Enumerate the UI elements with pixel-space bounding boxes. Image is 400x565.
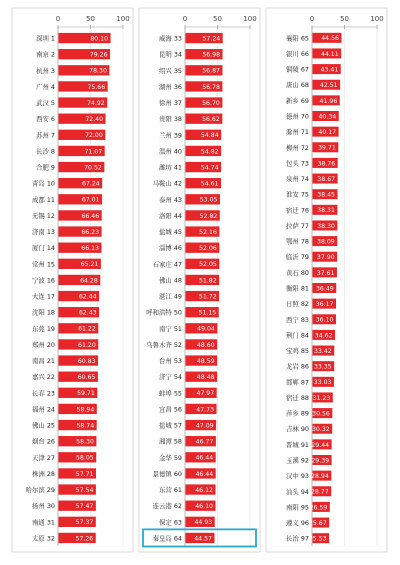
data-label: 44.56 bbox=[321, 35, 339, 43]
category-label: 盐城 45 bbox=[159, 228, 182, 237]
data-label: 57.54 bbox=[75, 486, 94, 494]
data-label: 72.40 bbox=[85, 116, 104, 124]
category-label: 新乡 69 bbox=[286, 96, 309, 105]
category-label: 宜昌 56 bbox=[159, 405, 182, 414]
data-label: 78.30 bbox=[89, 67, 107, 75]
data-label: 46.12 bbox=[195, 486, 213, 494]
category-label: 玉溪 92 bbox=[286, 456, 309, 465]
category-label: 拉萨 77 bbox=[286, 221, 309, 230]
data-label: 61.20 bbox=[78, 341, 96, 349]
data-label: 38.30 bbox=[317, 222, 335, 230]
data-label: 57.37 bbox=[75, 519, 94, 527]
category-label: 连云港 62 bbox=[152, 502, 182, 511]
category-label: 合肥 9 bbox=[36, 163, 55, 172]
data-label: 46.44 bbox=[195, 470, 214, 478]
category-label: 烟台 26 bbox=[32, 437, 55, 446]
data-label: 74.92 bbox=[86, 99, 105, 107]
data-label: 53.05 bbox=[199, 196, 218, 204]
category-label: 济南 13 bbox=[32, 228, 55, 237]
data-label: 58.74 bbox=[76, 422, 95, 430]
tick-label: 0 bbox=[182, 15, 188, 23]
category-label: 昆明 34 bbox=[159, 50, 182, 59]
category-label: 杭州 3 bbox=[36, 66, 55, 75]
category-label: 鄂州 78 bbox=[286, 237, 309, 246]
data-label: 28.94 bbox=[311, 473, 329, 481]
category-label: 邯郸 87 bbox=[286, 378, 309, 387]
category-label: 汉中 93 bbox=[286, 472, 309, 481]
data-label: 70.52 bbox=[84, 164, 102, 172]
data-label: 47.97 bbox=[196, 390, 215, 398]
category-label: 东莞 19 bbox=[32, 324, 55, 333]
data-label: 79.26 bbox=[89, 51, 108, 59]
data-label: 56.70 bbox=[202, 99, 220, 107]
category-label: 宝鸡 85 bbox=[286, 347, 309, 356]
data-label: 51.15 bbox=[198, 309, 217, 317]
category-label: 长春 23 bbox=[32, 389, 55, 398]
data-label: 56.98 bbox=[202, 51, 221, 59]
data-label: 58.05 bbox=[76, 454, 94, 462]
category-label: 衡阳 81 bbox=[286, 284, 309, 293]
category-label: 株洲 28 bbox=[32, 469, 55, 478]
data-label: 31.23 bbox=[312, 394, 331, 402]
category-label: 武汉 5 bbox=[36, 99, 55, 108]
category-label: 南通 31 bbox=[32, 518, 55, 527]
data-label: 67.24 bbox=[81, 180, 100, 188]
data-label: 46.77 bbox=[195, 438, 214, 446]
data-label: 65.21 bbox=[80, 261, 99, 269]
data-label: 62.44 bbox=[78, 293, 97, 301]
category-label: 绍兴 35 bbox=[159, 66, 182, 75]
category-label: 贵阳 38 bbox=[159, 115, 182, 124]
category-label: 汕头 94 bbox=[286, 487, 309, 496]
category-label: 黄石 80 bbox=[286, 268, 309, 277]
category-label: 盐城 57 bbox=[159, 421, 182, 430]
data-label: 47.09 bbox=[195, 422, 214, 430]
data-label: 49.04 bbox=[197, 325, 215, 333]
category-label: 柳州 72 bbox=[286, 143, 309, 152]
category-label: 无锡 12 bbox=[32, 211, 55, 220]
category-label: 沈阳 18 bbox=[32, 308, 55, 317]
category-label: 南宁 51 bbox=[159, 324, 182, 333]
chart-panel-3 bbox=[266, 8, 387, 552]
data-label: 54.61 bbox=[200, 180, 219, 188]
tick-label: 0 bbox=[55, 15, 61, 23]
category-label: 淄博 46 bbox=[159, 244, 182, 253]
category-label: 长沙 8 bbox=[36, 147, 55, 156]
tick-label: 100 bbox=[116, 15, 130, 23]
tick-label: 50 bbox=[86, 15, 95, 23]
data-label: 71.07 bbox=[84, 148, 103, 156]
data-label: 57.71 bbox=[75, 470, 94, 478]
category-label: 景德镇 60 bbox=[152, 469, 182, 478]
data-label: 66.46 bbox=[81, 212, 100, 220]
category-label: 长治 97 bbox=[286, 534, 309, 543]
data-label: 66.23 bbox=[81, 228, 100, 236]
category-label: 蚌埠 55 bbox=[159, 389, 182, 398]
category-label: 佛山 48 bbox=[159, 276, 182, 285]
category-label: 湘潭 58 bbox=[159, 437, 182, 446]
data-label: 51.72 bbox=[198, 293, 217, 301]
category-label: 洛阳 44 bbox=[159, 211, 182, 220]
data-label: 52.16 bbox=[199, 228, 217, 236]
data-label: 61.22 bbox=[78, 325, 96, 333]
data-label: 51.82 bbox=[198, 277, 217, 285]
category-label: 日照 82 bbox=[286, 300, 309, 309]
data-label: 39.71 bbox=[318, 144, 336, 152]
data-label: 38.76 bbox=[317, 160, 336, 168]
category-label: 湛江 49 bbox=[159, 292, 182, 301]
data-label: 30.32 bbox=[311, 426, 330, 434]
data-label: 54.84 bbox=[200, 132, 219, 140]
category-label: 龙岩 86 bbox=[286, 362, 309, 371]
category-label: 晋城 91 bbox=[286, 440, 309, 449]
data-label: 60.83 bbox=[77, 357, 96, 365]
data-label: 64.28 bbox=[80, 277, 98, 285]
category-label: 温州 40 bbox=[159, 147, 182, 156]
data-label: 40.34 bbox=[318, 113, 337, 121]
category-label: 湖州 36 bbox=[159, 82, 182, 91]
category-label: 大连 17 bbox=[32, 292, 55, 301]
category-label: 嘉兴 22 bbox=[32, 373, 55, 382]
tick-label: 50 bbox=[213, 15, 222, 23]
category-label: 唐山 68 bbox=[286, 81, 309, 90]
data-label: 48.48 bbox=[196, 374, 215, 382]
category-label: 哈尔滨 29 bbox=[25, 486, 55, 495]
category-label: 南阳 95 bbox=[286, 503, 309, 512]
data-label: 57.47 bbox=[75, 503, 94, 511]
category-label: 宁波 16 bbox=[32, 276, 55, 285]
category-label: 宿迁 76 bbox=[286, 206, 309, 215]
tick-label: 100 bbox=[243, 15, 257, 23]
data-label: 40.17 bbox=[318, 129, 337, 137]
category-label: 常州 15 bbox=[32, 260, 55, 269]
category-label: 萍乡 89 bbox=[286, 409, 309, 418]
data-label: 41.96 bbox=[319, 97, 338, 105]
data-label: 30.56 bbox=[312, 410, 330, 418]
data-label: 72.00 bbox=[85, 132, 103, 140]
data-label: 29.44 bbox=[311, 441, 330, 449]
category-label: 泉州 74 bbox=[286, 175, 309, 184]
data-label: 56.78 bbox=[202, 83, 220, 91]
category-label: 乌鲁木齐 52 bbox=[146, 340, 182, 349]
category-label: 潍坊 41 bbox=[159, 163, 182, 172]
data-label: 54.74 bbox=[200, 164, 219, 172]
data-label: 60.65 bbox=[77, 374, 96, 382]
category-label: 南京 2 bbox=[36, 50, 55, 59]
category-label: 兰州 39 bbox=[159, 131, 182, 140]
data-label: 66.13 bbox=[81, 245, 99, 253]
data-label: 25.67 bbox=[308, 519, 327, 527]
data-label: 52.06 bbox=[199, 245, 217, 253]
category-label: 泰州 43 bbox=[159, 195, 182, 204]
category-label: 吉林 90 bbox=[286, 425, 309, 434]
data-label: 52.05 bbox=[199, 261, 217, 269]
category-label: 呼和浩特 50 bbox=[146, 308, 182, 317]
data-label: 36.17 bbox=[315, 301, 334, 309]
category-label: 佛山 25 bbox=[32, 421, 55, 430]
chart-panel-1 bbox=[12, 8, 133, 552]
data-label: 33.35 bbox=[313, 363, 332, 371]
tick-label: 0 bbox=[309, 15, 315, 23]
category-label: 淮安 75 bbox=[286, 190, 309, 199]
data-label: 62.43 bbox=[78, 309, 97, 317]
category-label: 金华 59 bbox=[159, 453, 182, 462]
data-label: 36.49 bbox=[315, 285, 334, 293]
category-label: 济宁 54 bbox=[159, 373, 182, 382]
category-label: 西宁 83 bbox=[286, 315, 309, 324]
data-label: 44.93 bbox=[194, 519, 213, 527]
category-label: 成都 11 bbox=[32, 195, 55, 204]
category-label: 荆门 84 bbox=[286, 331, 309, 340]
category-label: 西安 6 bbox=[36, 115, 55, 124]
data-label: 46.44 bbox=[195, 454, 214, 462]
category-label: 扬州 30 bbox=[32, 502, 55, 511]
category-label: 天津 27 bbox=[32, 453, 55, 462]
category-label: 威海 33 bbox=[159, 34, 182, 43]
category-label: 太原 32 bbox=[32, 534, 55, 543]
data-label: 57.24 bbox=[202, 35, 221, 43]
data-label: 57.26 bbox=[75, 535, 94, 543]
category-label: 苏州 7 bbox=[36, 131, 55, 140]
data-label: 59.71 bbox=[77, 390, 95, 398]
category-label: 遵义 96 bbox=[286, 519, 309, 528]
data-label: 48.60 bbox=[196, 341, 215, 349]
data-label: 42.51 bbox=[319, 82, 338, 90]
data-label: 38.09 bbox=[317, 238, 335, 246]
category-label: 南昌 21 bbox=[32, 357, 55, 366]
category-label: 广州 4 bbox=[36, 82, 55, 91]
data-label: 44.57 bbox=[194, 535, 212, 543]
data-label: 58.94 bbox=[76, 406, 95, 414]
data-label: 47.73 bbox=[196, 406, 215, 414]
category-label: 临沂 79 bbox=[286, 253, 309, 262]
category-label: 东营 61 bbox=[159, 486, 182, 495]
data-label: 43.41 bbox=[320, 66, 339, 74]
tick-label: 100 bbox=[370, 15, 384, 23]
category-label: 德州 70 bbox=[286, 112, 309, 121]
data-label: 56.87 bbox=[202, 67, 220, 75]
data-label: 44.11 bbox=[320, 50, 339, 58]
category-label: 滁州 71 bbox=[286, 128, 309, 137]
data-label: 25.53 bbox=[308, 535, 327, 543]
data-label: 36.10 bbox=[315, 316, 334, 324]
category-label: 福州 24 bbox=[32, 405, 55, 414]
data-label: 33.03 bbox=[313, 379, 332, 387]
tick-label: 50 bbox=[340, 15, 349, 23]
category-label: 深圳 1 bbox=[36, 34, 55, 43]
data-label: 54.82 bbox=[200, 148, 219, 156]
category-label: 徐州 37 bbox=[159, 99, 182, 108]
data-label: 38.67 bbox=[317, 175, 336, 183]
data-label: 33.42 bbox=[314, 347, 332, 355]
data-label: 58.30 bbox=[76, 438, 94, 446]
data-label: 56.62 bbox=[202, 116, 220, 124]
category-label: 厦门 14 bbox=[32, 244, 55, 253]
data-label: 80.10 bbox=[90, 35, 109, 43]
data-label: 67.01 bbox=[81, 196, 100, 204]
data-label: 52.82 bbox=[199, 212, 218, 220]
data-label: 29.39 bbox=[311, 457, 330, 465]
category-label: 包头 73 bbox=[286, 159, 309, 168]
data-label: 37.90 bbox=[316, 254, 335, 262]
category-label: 宿迁 88 bbox=[286, 393, 309, 402]
category-label: 马鞍山 42 bbox=[152, 179, 182, 188]
category-label: 保定 63 bbox=[159, 518, 182, 527]
data-label: 28.77 bbox=[310, 488, 329, 496]
data-label: 37.61 bbox=[316, 269, 335, 277]
data-label: 34.62 bbox=[314, 332, 333, 340]
category-label: 郑州 20 bbox=[32, 340, 55, 349]
category-label: 秦皇岛 64 bbox=[152, 534, 182, 543]
category-label: 银川 66 bbox=[286, 49, 309, 58]
data-label: 75.66 bbox=[87, 83, 106, 91]
category-label: 石家庄 47 bbox=[152, 260, 182, 269]
data-label: 26.59 bbox=[309, 504, 328, 512]
data-label: 38.31 bbox=[317, 207, 335, 215]
data-label: 46.10 bbox=[195, 503, 213, 511]
category-label: 铜陵 67 bbox=[286, 65, 309, 74]
data-label: 38.45 bbox=[317, 191, 335, 199]
category-label: 襄阳 65 bbox=[286, 34, 309, 43]
category-label: 台州 53 bbox=[159, 357, 182, 366]
category-label: 青岛 10 bbox=[32, 179, 55, 188]
chart-panel-2 bbox=[139, 8, 260, 552]
data-label: 48.59 bbox=[196, 357, 215, 365]
